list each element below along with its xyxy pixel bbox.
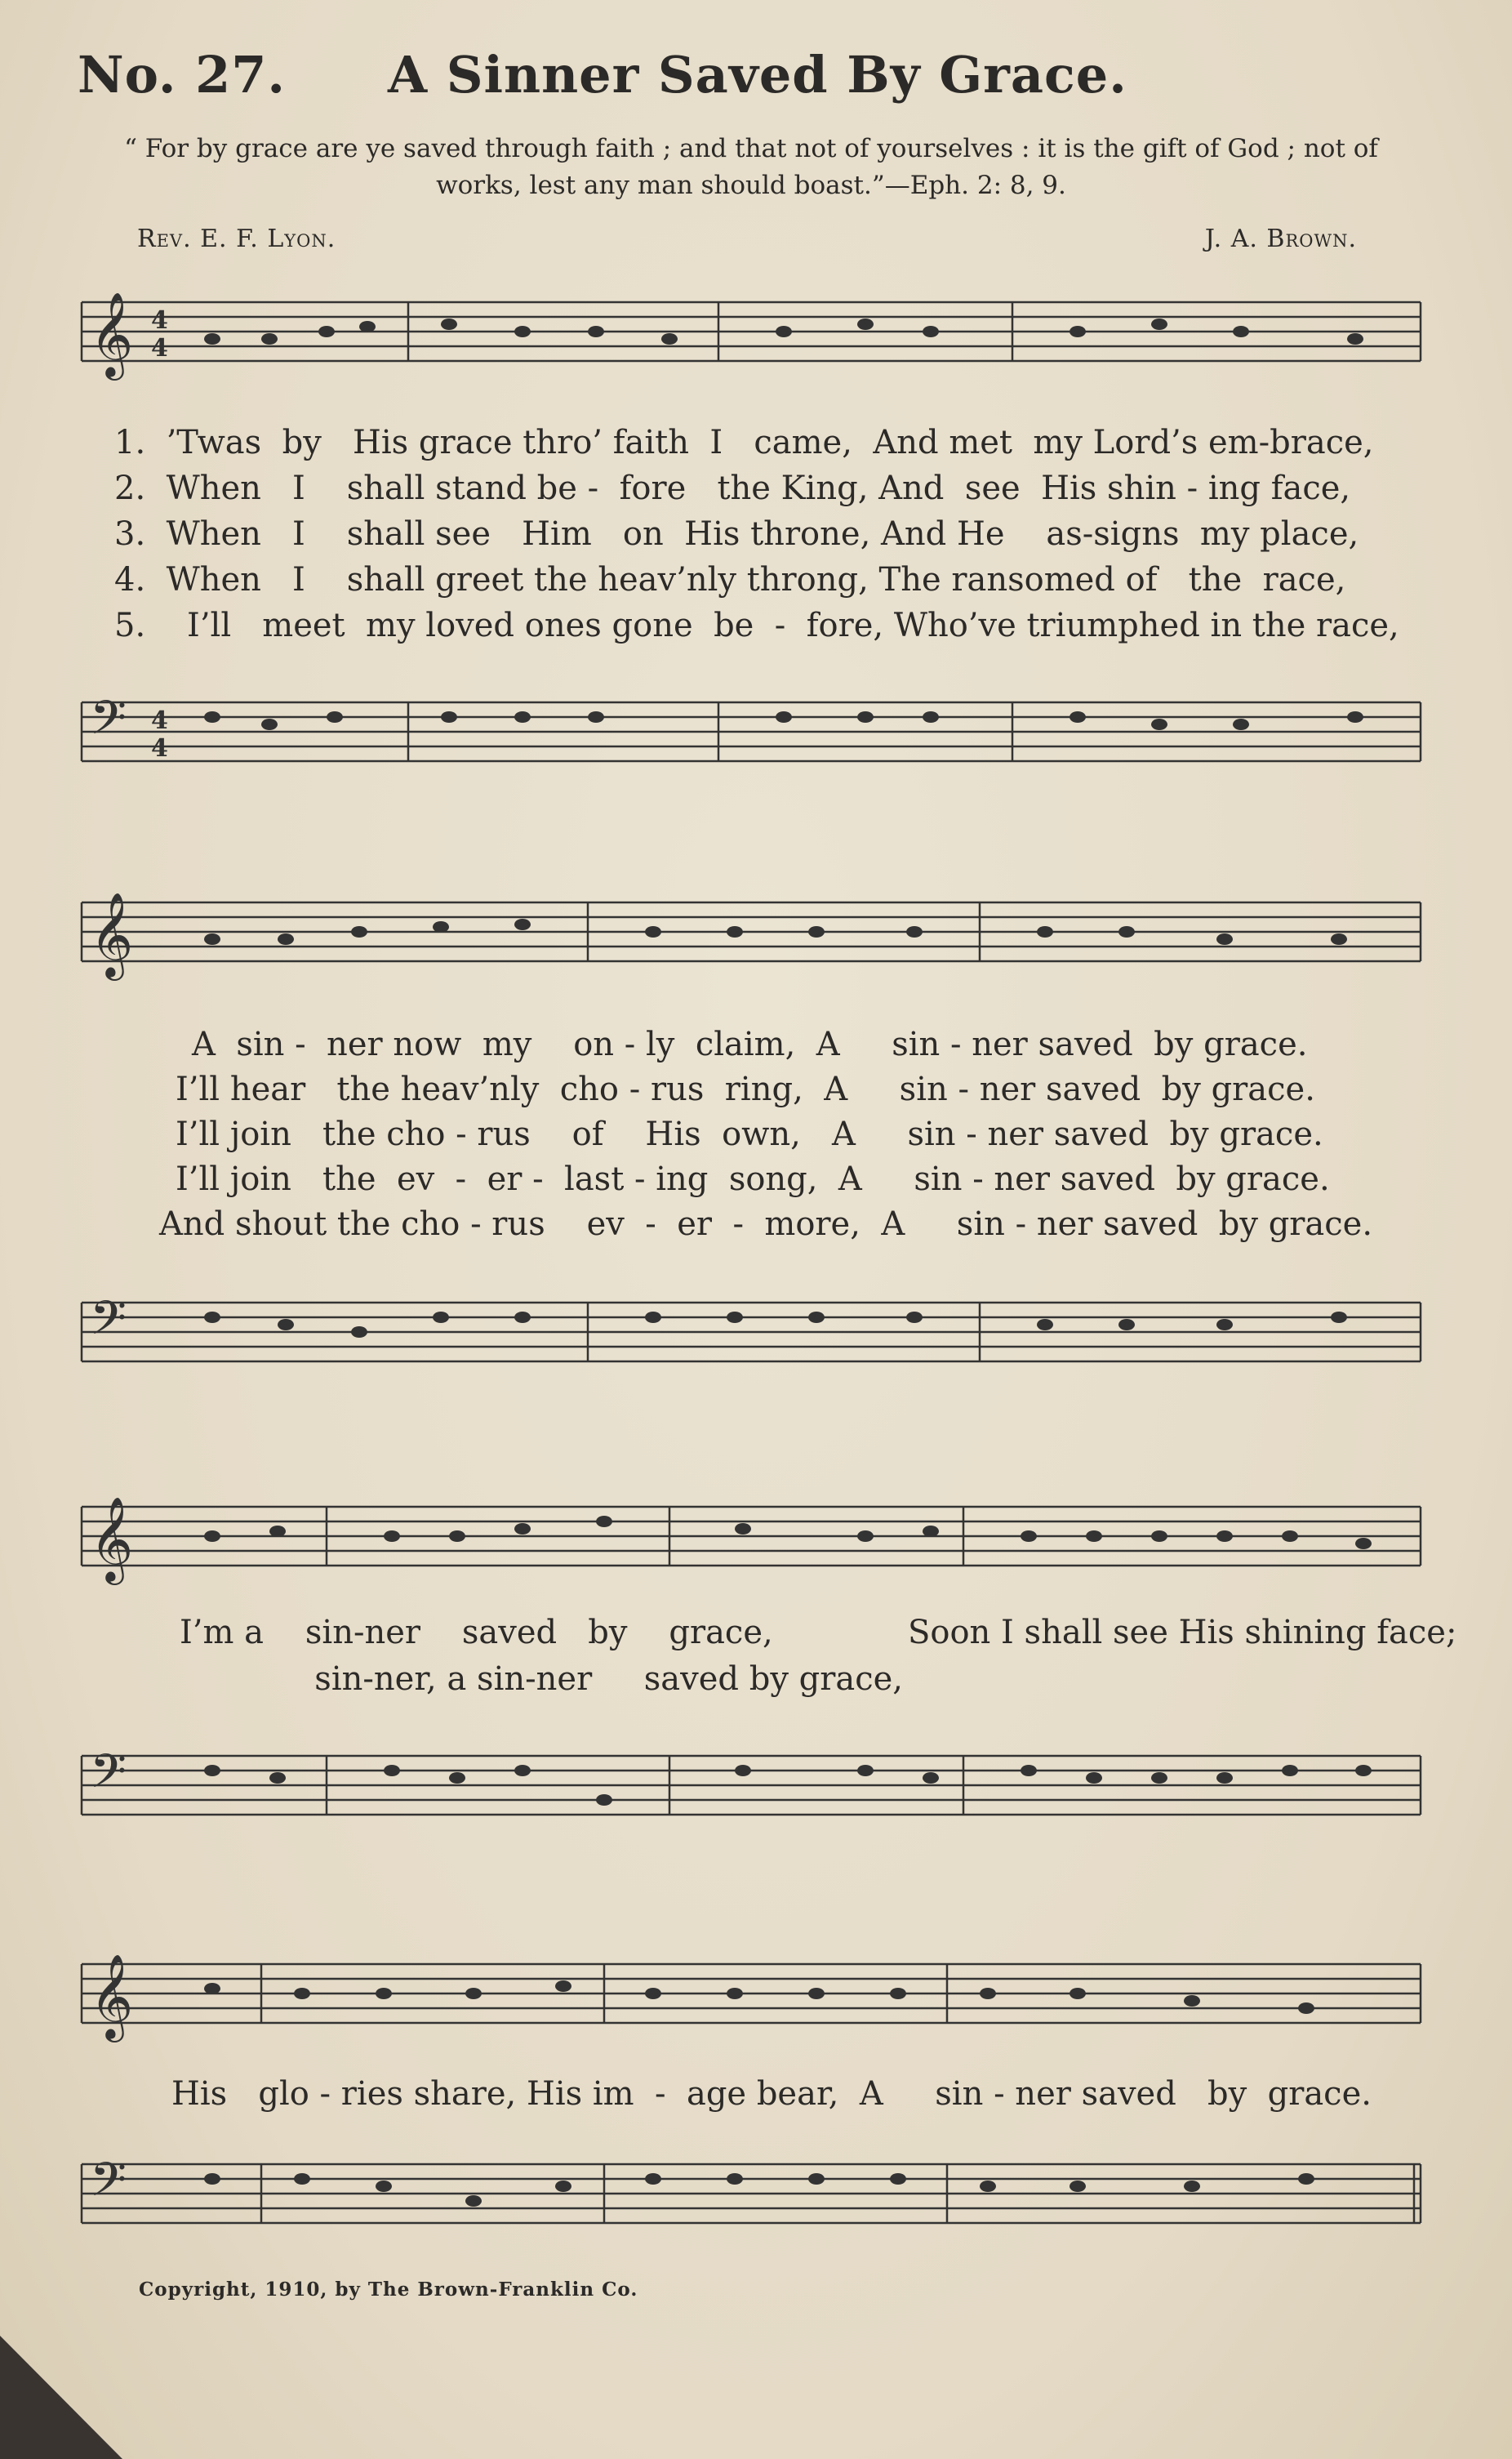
lyric-line: 4. When I shall greet the heav’nly throng, The ransomed of the race,	[114, 561, 1346, 599]
system-4-bass-staff	[65, 2140, 1445, 2254]
lyric-line: 2. When I shall stand be - fore the King, And see His shin - ing face,	[114, 470, 1351, 507]
lyric-line: I’ll join the cho - rus of His own, A sin - ner saved by grace.	[176, 1116, 1323, 1153]
torn-corner	[0, 2336, 122, 2459]
lyric-line: I’ll join the ev - er - last - ing song, A sin - ner saved by grace.	[176, 1160, 1330, 1198]
system-3-bass-staff	[65, 1731, 1445, 1846]
system-1-bass-staff	[65, 678, 1445, 792]
lyric-line: sin-ner, a sin-ner saved by grace,	[180, 1660, 904, 1698]
lyricist-credit: Rev. E. F. Lyon.	[137, 225, 336, 253]
lyric-line: A sin - ner now my on - ly claim, A sin - ner saved by grace.	[192, 1026, 1308, 1063]
svg-text:4: 4	[151, 734, 168, 763]
svg-text:𝄢: 𝄢	[90, 1290, 127, 1357]
lyric-line: 5. I’ll meet my loved ones gone be - fore, Who’ve triumphed in the race,	[114, 607, 1399, 644]
copyright-notice: Copyright, 1910, by The Brown-Franklin Co.	[139, 2279, 638, 2301]
system-4-treble-staff	[65, 1940, 1445, 2054]
system-2-treble-staff	[65, 878, 1445, 992]
svg-text:4: 4	[151, 706, 168, 735]
hymn-header	[78, 45, 1449, 118]
system-1-treble-staff	[65, 278, 1445, 392]
lyric-line: I’ll hear the heav’nly cho - rus ring, A sin - ner saved by grace.	[176, 1071, 1315, 1108]
svg-text:𝄢: 𝄢	[90, 2152, 127, 2219]
composer-credit: J. A. Brown.	[1204, 225, 1357, 253]
system-2-bass-staff	[65, 1278, 1445, 1392]
svg-text:4: 4	[151, 306, 168, 335]
lyric-line: 3. When I shall see Him on His throne, And He as-signs my place,	[114, 515, 1359, 553]
svg-text:4: 4	[151, 334, 168, 363]
scripture-quote: “ For by grace are ye saved through faith ; and that not of yourselves : it is the gift of God ; not of works, lest any man should boast.”—Eph. 2: 8, 9.	[124, 134, 1378, 200]
svg-text:𝄞: 𝄞	[90, 892, 134, 978]
lyric-line: His glo - ries share, His im - age bear, A sin - ner saved by grace.	[171, 2075, 1372, 2113]
lyric-line: 1. ’Twas by His grace thro’ faith I came, And met my Lord’s em-brace,	[114, 424, 1374, 461]
svg-text:𝄞: 𝄞	[90, 1496, 134, 1582]
hymn-title: A Sinner Saved By Grace.	[388, 45, 1127, 105]
svg-text:𝄞: 𝄞	[90, 1953, 134, 2039]
system-3-treble-staff	[65, 1482, 1445, 1597]
svg-text:𝄞: 𝄞	[90, 292, 134, 377]
svg-text:𝄢: 𝄢	[90, 1744, 127, 1811]
lyric-line: And shout the cho - rus ev - er - more, A sin - ner saved by grace.	[159, 1205, 1373, 1243]
lyric-line: I’m a sin-ner saved by grace, Soon I shall see His shining face;	[180, 1614, 1457, 1651]
hymn-number: No. 27.	[78, 45, 286, 105]
svg-text:𝄢: 𝄢	[90, 690, 127, 757]
